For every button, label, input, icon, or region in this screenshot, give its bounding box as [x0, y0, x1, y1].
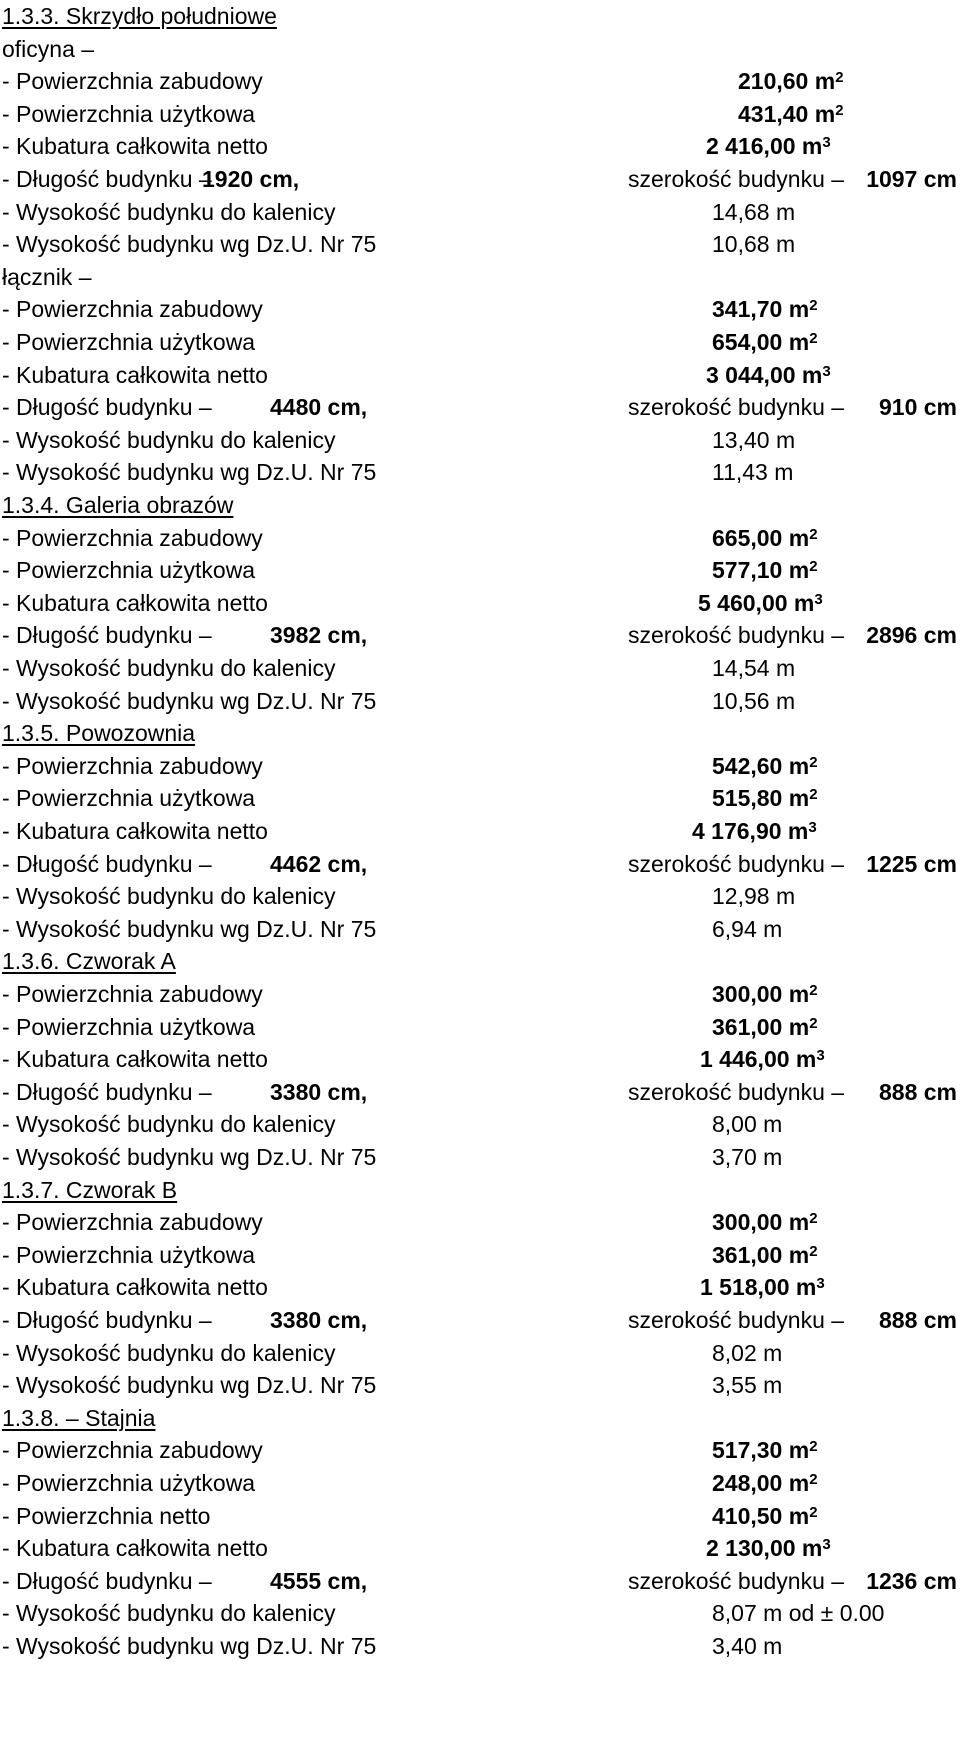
value-dzu: 10,56 m	[712, 687, 796, 714]
label-uzytkowa: - Powierzchnia użytkowa	[2, 329, 256, 355]
unit-exponent: 2	[809, 297, 818, 315]
label-szerokosc: szerokość budynku –	[628, 166, 845, 192]
value-szerokosc: 2896 cm	[866, 622, 957, 649]
label-zabudowy: - Powierzchnia zabudowy	[2, 524, 263, 551]
label-dlugosc: - Długość budynku –	[2, 622, 212, 649]
value-dzu: 3,55 m	[712, 1372, 783, 1399]
label-szerokosc: szerokość budynku –	[628, 1567, 845, 1594]
label-szerokosc: szerokość budynku –	[628, 394, 845, 421]
row-zabudowy	[0, 1434, 960, 1467]
section-heading	[0, 1174, 960, 1207]
row-zabudowy	[0, 750, 960, 783]
label-szerokosc: szerokość budynku –	[628, 850, 845, 877]
value-kubatura: 1 446,00 $m^3$	[700, 1046, 825, 1073]
value-dlugosc: 4480 cm,	[270, 394, 368, 421]
value-uzytkowa: 248,00 $m^2$	[712, 1470, 818, 1496]
label-zabudowy: - Powierzchnia zabudowy	[2, 1437, 263, 1464]
label-dzu: - Wysokość budynku wg Dz.U. Nr 75	[2, 231, 377, 258]
row-kalenica	[0, 652, 960, 685]
row-zabudowy	[0, 1206, 960, 1239]
value-zabudowy: 210,60 $m^2$	[738, 68, 844, 95]
unit-exponent: 2	[809, 786, 818, 804]
value-uzytkowa: 361,00 $m^2$	[712, 1241, 818, 1268]
value-dlugosc: 4555 cm,	[270, 1567, 368, 1594]
unit-exponent: 2	[809, 982, 818, 999]
row-zabudowy	[0, 522, 960, 555]
label-kalenica: - Wysokość budynku do kalenicy	[2, 655, 336, 681]
row-zabudowy	[0, 978, 960, 1011]
row-kalenica	[0, 1108, 960, 1141]
value-kubatura: 4 176,90 $m^3$	[692, 818, 817, 844]
label-kalenica: - Wysokość budynku do kalenicy	[2, 883, 336, 910]
label-dlugosc: - Długość budynku –	[2, 166, 212, 192]
row-uzytkowa	[0, 326, 960, 359]
label-dzu: - Wysokość budynku wg Dz.U. Nr 75	[2, 1144, 377, 1170]
row-kubatura	[0, 1532, 960, 1565]
label-uzytkowa: - Powierzchnia użytkowa	[2, 785, 256, 812]
label-dlugosc: - Długość budynku –	[2, 850, 212, 877]
row-dlugosc-szerokosc	[0, 163, 960, 196]
value-dlugosc: 3982 cm,	[270, 622, 368, 649]
label-szerokosc: szerokość budynku –	[628, 622, 845, 649]
value-uzytkowa: 361,00 $m^2$	[712, 1013, 818, 1040]
unit-exponent: 2	[809, 330, 818, 347]
label-kalenica: - Wysokość budynku do kalenicy	[2, 1111, 336, 1138]
value-dzu: 10,68 m	[712, 231, 796, 258]
value-kalenica: 8,07 m od ± 0.00	[712, 1600, 885, 1627]
section-title: 1.3.8. – Stajnia	[2, 1404, 156, 1431]
row-kalenica	[0, 1597, 960, 1630]
unit-exponent: 2	[809, 1503, 818, 1521]
unit-exponent: 3	[816, 1047, 825, 1065]
row-dlugosc-szerokosc	[0, 1076, 960, 1109]
row-dzu	[0, 913, 960, 946]
row-dzu	[0, 1141, 960, 1174]
value-kubatura: 2 130,00 $m^3$	[706, 1535, 831, 1562]
unit-exponent: 2	[809, 1471, 818, 1488]
value-zabudowy: 300,00 $m^2$	[712, 1209, 818, 1236]
label-kubatura: - Kubatura całkowita netto	[2, 1535, 268, 1562]
label-szerokosc: szerokość budynku –	[628, 1078, 845, 1105]
label-kubatura: - Kubatura całkowita netto	[2, 133, 268, 160]
unit-exponent: 2	[835, 101, 844, 119]
label-kubatura: - Kubatura całkowita netto	[2, 1046, 268, 1073]
row-kubatura	[0, 1043, 960, 1076]
value-kubatura: 5 460,00 $m^3$	[698, 589, 823, 616]
label-szerokosc: szerokość budynku –	[628, 1307, 845, 1333]
unit-exponent: 3	[822, 1536, 831, 1554]
value-dzu: 11,43 m	[712, 459, 794, 486]
row-kubatura	[0, 130, 960, 163]
value-dlugosc: 1920 cm,	[202, 166, 300, 192]
unit-exponent: 3	[808, 819, 817, 836]
label-kubatura: - Kubatura całkowita netto	[2, 589, 268, 616]
unit-exponent: 3	[816, 1275, 825, 1293]
unit-exponent: 2	[809, 1014, 818, 1032]
unit-exponent: 3	[822, 362, 831, 380]
value-uzytkowa: 577,10 $m^2$	[712, 557, 818, 584]
unit-exponent: 2	[809, 1242, 818, 1260]
label-dlugosc: - Długość budynku –	[2, 1567, 212, 1594]
section-heading	[0, 489, 960, 522]
label-dlugosc: - Długość budynku –	[2, 394, 212, 421]
label-kubatura: - Kubatura całkowita netto	[2, 1274, 268, 1301]
label-dzu: - Wysokość budynku wg Dz.U. Nr 75	[2, 1633, 377, 1659]
section-heading	[0, 717, 960, 750]
unit-exponent: 3	[822, 134, 831, 152]
label-kalenica: - Wysokość budynku do kalenicy	[2, 426, 336, 453]
label-zabudowy: - Powierzchnia zabudowy	[2, 68, 263, 95]
unit-exponent: 2	[809, 1438, 818, 1456]
row-dlugosc-szerokosc	[0, 1565, 960, 1598]
label-zabudowy: - Powierzchnia zabudowy	[2, 1209, 263, 1236]
subheading	[0, 33, 960, 66]
value-zabudowy: 665,00 $m^2$	[712, 524, 818, 551]
row-uzytkowa	[0, 98, 960, 131]
row-dzu	[0, 685, 960, 718]
row-uzytkowa	[0, 554, 960, 587]
label-netto: - Powierzchnia netto	[2, 1502, 211, 1529]
section-title: 1.3.7. Czworak B	[2, 1176, 178, 1203]
value-zabudowy: 341,70 $m^2$	[712, 296, 818, 323]
value-zabudowy: 300,00 $m^2$	[712, 981, 818, 1007]
value-szerokosc: 1236 cm	[866, 1567, 957, 1594]
unit-exponent: 2	[835, 69, 844, 87]
row-dlugosc-szerokosc	[0, 391, 960, 424]
row-kubatura	[0, 359, 960, 392]
row-uzytkowa	[0, 1239, 960, 1272]
row-dlugosc-szerokosc	[0, 1304, 960, 1337]
row-uzytkowa	[0, 782, 960, 815]
row-kalenica	[0, 880, 960, 913]
label-kubatura: - Kubatura całkowita netto	[2, 361, 268, 388]
section-heading	[0, 945, 960, 978]
value-szerokosc: 888 cm	[878, 1307, 957, 1333]
value-uzytkowa: 654,00 $m^2$	[712, 329, 818, 355]
subsection-title: oficyna –	[2, 35, 95, 62]
label-kubatura: - Kubatura całkowita netto	[2, 818, 268, 844]
value-dlugosc: 3380 cm,	[270, 1078, 368, 1105]
value-kubatura: 1 518,00 $m^3$	[700, 1274, 825, 1301]
value-zabudowy: 517,30 $m^2$	[712, 1437, 818, 1464]
row-dzu	[0, 1369, 960, 1402]
label-kalenica: - Wysokość budynku do kalenicy	[2, 198, 336, 225]
label-zabudowy: - Powierzchnia zabudowy	[2, 981, 263, 1007]
value-kalenica: 8,02 m	[712, 1339, 783, 1366]
label-dlugosc: - Długość budynku –	[2, 1307, 212, 1333]
subsection-title: łącznik –	[2, 263, 92, 290]
section-heading	[0, 0, 960, 33]
value-szerokosc: 1225 cm	[866, 850, 957, 877]
row-dzu	[0, 1630, 960, 1663]
value-dlugosc: 4462 cm,	[270, 850, 368, 877]
value-zabudowy: 542,60 $m^2$	[712, 752, 818, 779]
label-zabudowy: - Powierzchnia zabudowy	[2, 752, 263, 779]
value-dlugosc: 3380 cm,	[270, 1307, 368, 1333]
row-dlugosc-szerokosc	[0, 848, 960, 881]
value-dzu: 6,94 m	[712, 915, 783, 942]
row-uzytkowa	[0, 1467, 960, 1500]
row-kalenica	[0, 424, 960, 457]
value-kalenica: 8,00 m	[712, 1111, 783, 1138]
row-zabudowy	[0, 65, 960, 98]
row-zabudowy	[0, 293, 960, 326]
label-dlugosc: - Długość budynku –	[2, 1078, 212, 1105]
label-dzu: - Wysokość budynku wg Dz.U. Nr 75	[2, 687, 377, 714]
unit-exponent: 2	[809, 558, 818, 576]
label-uzytkowa: - Powierzchnia użytkowa	[2, 100, 256, 127]
row-kubatura	[0, 587, 960, 620]
value-kalenica: 14,68 m	[712, 198, 796, 225]
row-dzu	[0, 228, 960, 261]
value-szerokosc: 888 cm	[878, 1078, 957, 1105]
row-uzytkowa	[0, 1011, 960, 1044]
section-title: 1.3.3. Skrzydło południowe	[2, 3, 277, 29]
label-uzytkowa: - Powierzchnia użytkowa	[2, 1013, 256, 1040]
value-kalenica: 13,40 m	[712, 426, 796, 453]
unit-exponent: 2	[809, 753, 818, 771]
section-title: 1.3.5. Powozownia	[2, 720, 196, 747]
value-szerokosc: 910 cm	[878, 394, 957, 421]
unit-exponent: 2	[809, 525, 818, 543]
section-title: 1.3.6. Czworak A	[2, 948, 176, 975]
value-uzytkowa: 515,80 $m^2$	[712, 785, 818, 812]
value-netto: 410,50 $m^2$	[712, 1502, 818, 1529]
value-kalenica: 12,98 m	[712, 883, 796, 910]
value-kalenica: 14,54 m	[712, 655, 796, 681]
label-uzytkowa: - Powierzchnia użytkowa	[2, 1470, 256, 1496]
label-dzu: - Wysokość budynku wg Dz.U. Nr 75	[2, 915, 377, 942]
section-heading	[0, 1402, 960, 1435]
label-dzu: - Wysokość budynku wg Dz.U. Nr 75	[2, 459, 377, 486]
row-kubatura	[0, 815, 960, 848]
subheading	[0, 261, 960, 294]
label-kalenica: - Wysokość budynku do kalenicy	[2, 1339, 336, 1366]
value-uzytkowa: 431,40 $m^2$	[738, 100, 844, 127]
row-dzu	[0, 456, 960, 489]
label-uzytkowa: - Powierzchnia użytkowa	[2, 557, 256, 584]
label-zabudowy: - Powierzchnia zabudowy	[2, 296, 263, 323]
label-uzytkowa: - Powierzchnia użytkowa	[2, 1241, 256, 1268]
value-dzu: 3,40 m	[712, 1633, 783, 1659]
label-kalenica: - Wysokość budynku do kalenicy	[2, 1600, 336, 1627]
section-title: 1.3.4. Galeria obrazów	[2, 492, 234, 518]
value-dzu: 3,70 m	[712, 1144, 783, 1170]
value-szerokosc: 1097 cm	[866, 166, 957, 192]
row-dlugosc-szerokosc	[0, 619, 960, 652]
row-netto	[0, 1500, 960, 1533]
unit-exponent: 3	[814, 590, 823, 608]
unit-exponent: 2	[809, 1210, 818, 1228]
label-dzu: - Wysokość budynku wg Dz.U. Nr 75	[2, 1372, 377, 1399]
row-kalenica	[0, 1337, 960, 1370]
row-kalenica	[0, 196, 960, 229]
value-kubatura: 3 044,00 $m^3$	[706, 361, 831, 388]
row-kubatura	[0, 1271, 960, 1304]
value-kubatura: 2 416,00 $m^3$	[706, 133, 831, 160]
